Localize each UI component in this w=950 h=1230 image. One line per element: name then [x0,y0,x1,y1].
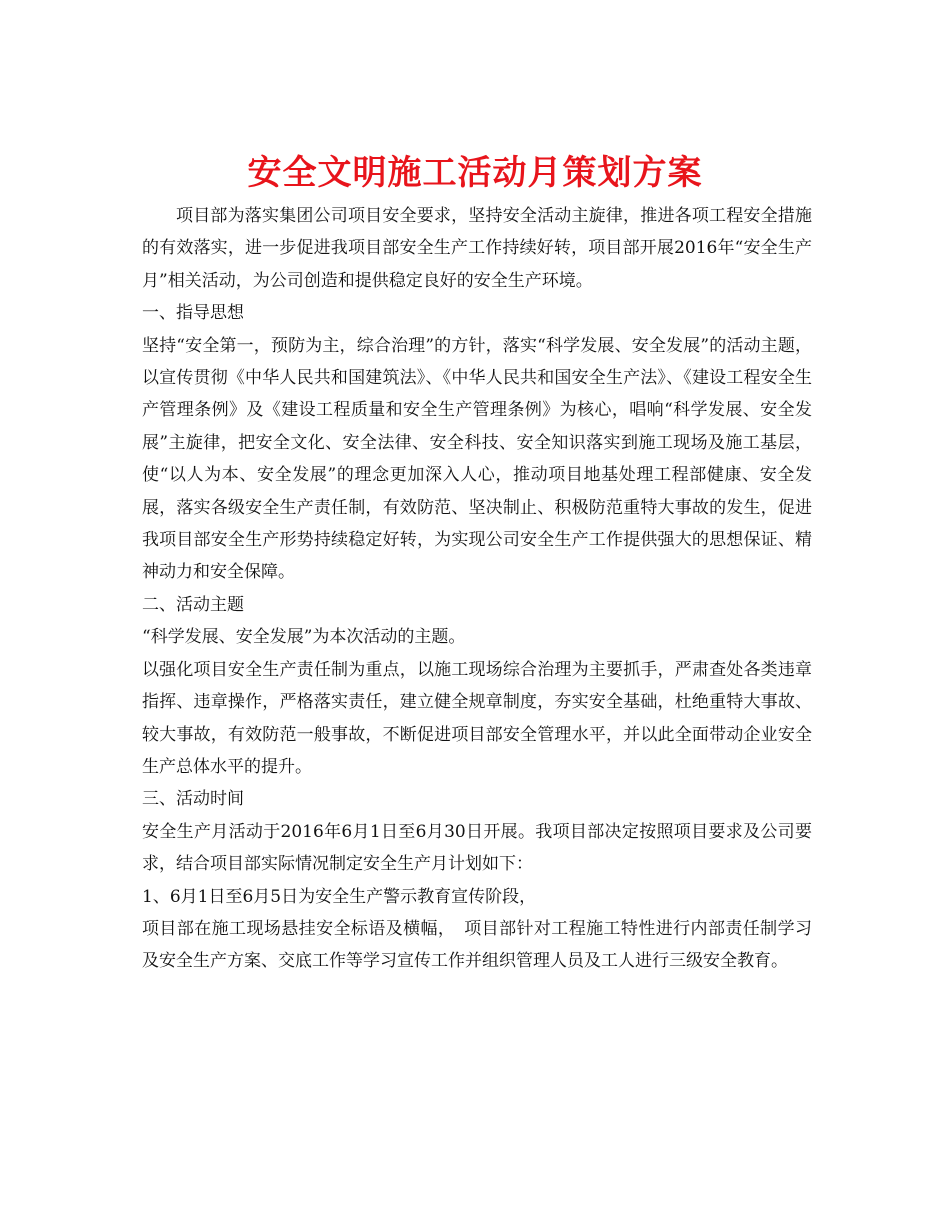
document-body [142,200,812,978]
activity-theme-paragraph: 以强化项目安全生产责任制为重点，以施工现场综合治理为主要抓手，严肃查处各类违章指挥、违章操作，严格落实责任，建立健全规章制度，夯实安全基础，杜绝重特大事故、较大事故，有效防范一般事故，不断促进项目部安全管理水平，并以此全面带动企业安全生产总体水平的提升。 [142,659,812,777]
guiding-thought-paragraph: 坚持“安全第一，预防为主，综合治理”的方针，落实“科学发展、安全发展”的活动主题，以宣传贯彻《中华人民共和国建筑法》、《中华人民共和国安全生产法》、《建设工程安全生产管理条例》及《建设工程质量和安全生产管理条例》为核心，唱响“科学发展、安全发展”主旋律，把安全文化、安全法律、安全科技、安全知识落实到施工现场及施工基层，使“以人为本、安全发展”的理念更加深入人心，推动项目地基处理工程部健康、安全发展，落实各级安全生产责任制，有效防范、坚决制止、积极防范重特大事故的发生，促进我项目部安全生产形势持续稳定好转，为实现公司安全生产工作提供强大的思想保证、精神动力和安全保障。 [142,335,812,583]
intro-paragraph: 项目部为落实集团公司项目安全要求，坚持安全活动主旋律，推进各项工程安全措施的有效落实，进一步促进我项目部安全生产工作持续好转，项目部开展2016年“安全生产月”相关活动，为公司创造和提供稳定良好的安全生产环境。 [142,206,812,291]
activity-time-paragraph: 安全生产月活动于2016年6月1日至6月30日开展。我项目部决定按照项目要求及公司要求，结合项目部实际情况制定安全生产月计划如下： [142,821,812,875]
section-heading-activity-time: 三、活动时间 [142,789,244,810]
phase-one-paragraph: 项目部在施工现场悬挂安全标语及横幅， 项目部针对工程施工特性进行内部责任制学习及安全生产方案、交底工作等学习宣传工作并组织管理人员及工人进行三级安全教育。 [142,918,812,972]
section-heading-activity-theme: 二、活动主题 [142,594,244,615]
document-title: 安全文明施工活动月策划方案 [247,152,703,193]
section-heading-guiding-thought: 一、指导思想 [142,303,244,324]
activity-theme-statement: “科学发展、安全发展”为本次活动的主题。 [142,627,466,648]
phase-one-heading: 1、6月1日至6月5日为安全生产警示教育宣传阶段， [142,886,537,907]
